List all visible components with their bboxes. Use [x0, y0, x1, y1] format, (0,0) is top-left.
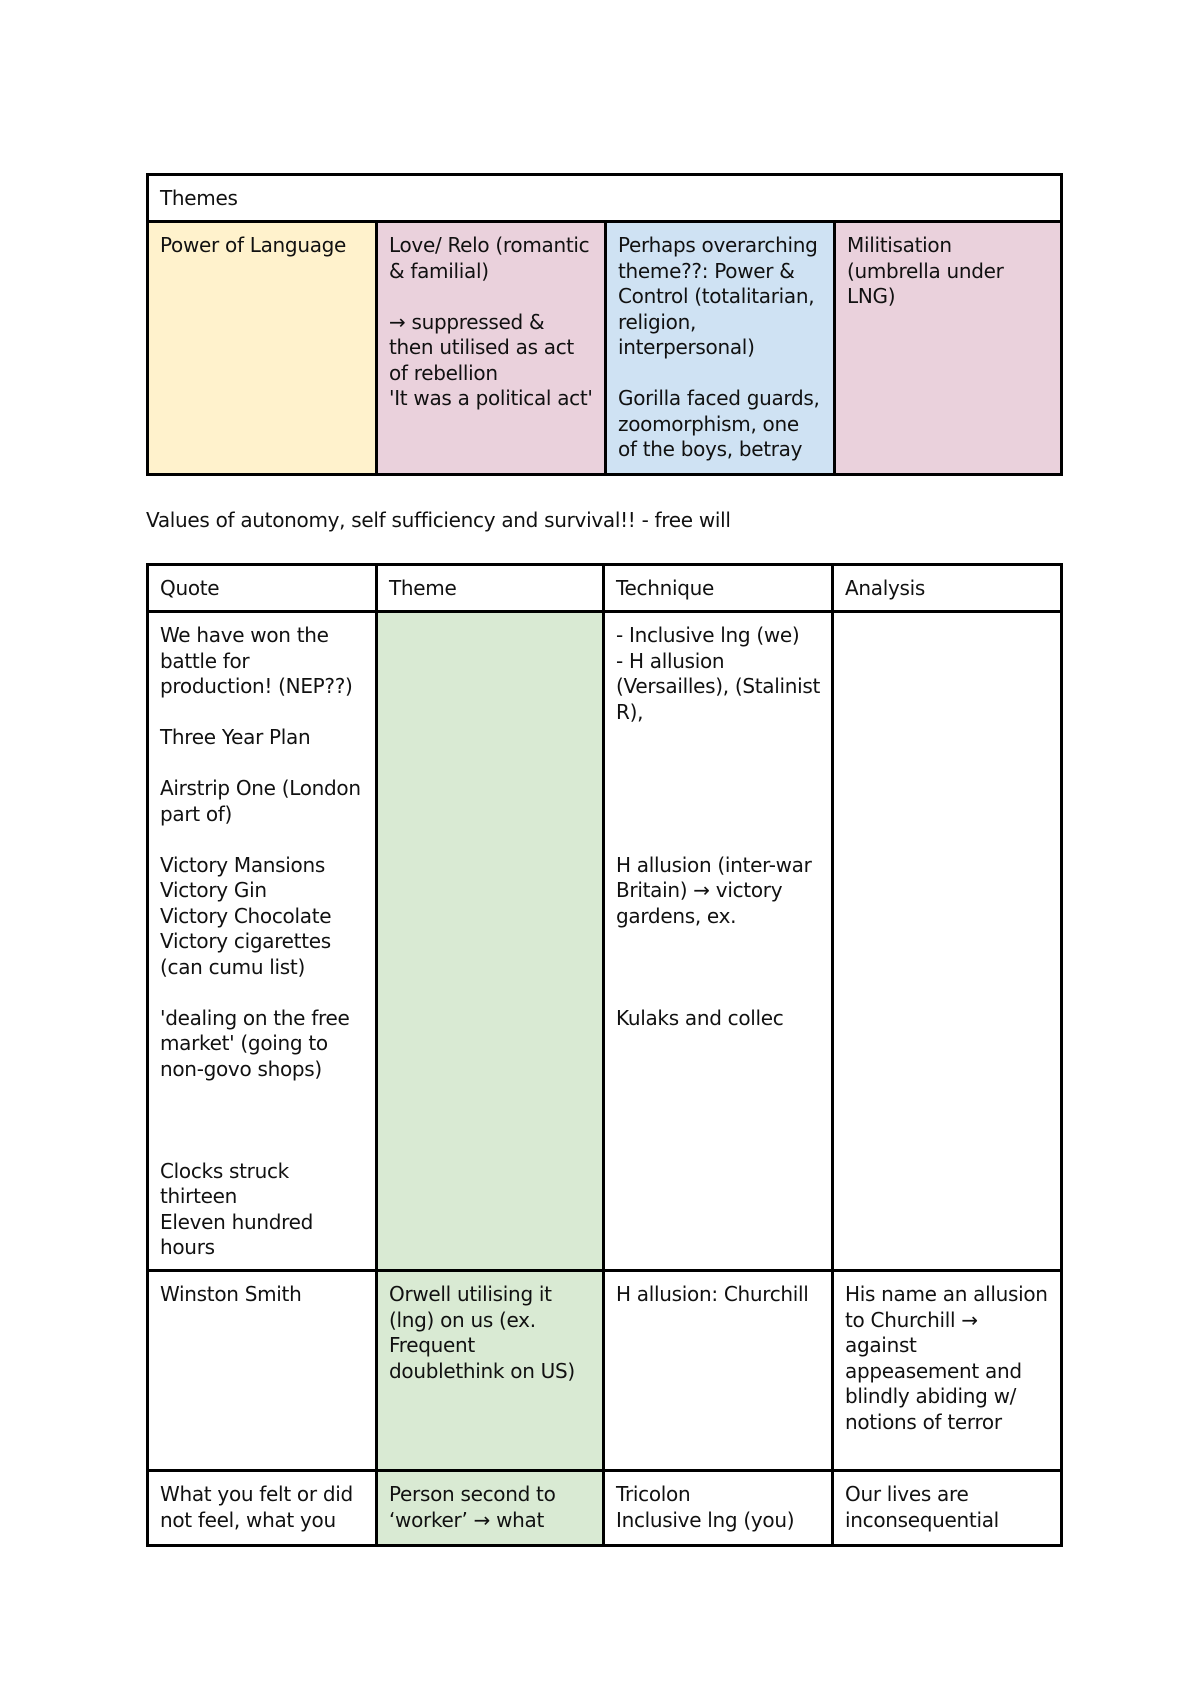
- quotes-table: [146, 563, 1063, 1547]
- table-row: [148, 1471, 1062, 1546]
- technique-cell: Tricolon Inclusive lng (you): [604, 1471, 833, 1546]
- table-row: [148, 1271, 1062, 1471]
- analysis-cell: [833, 612, 1062, 1271]
- theme-cell: Orwell utilising it (lng) on us (ex. Frequent doublethink on US): [377, 1271, 604, 1471]
- column-header-analysis: Analysis: [833, 565, 1062, 612]
- column-header-quote: Quote: [148, 565, 377, 612]
- theme-cell-power-control: Perhaps overarching theme??: Power & Control (totalitarian, religion, interpersonal) Gorilla faced guards, zoomorphism, one of the boys, betray: [606, 222, 835, 475]
- technique-cell: H allusion: Churchill: [604, 1271, 833, 1471]
- themes-table: [146, 173, 1063, 476]
- table-row: [148, 612, 1062, 1271]
- quote-cell: We have won the battle for production! (NEP??) Three Year Plan Airstrip One (London part of) Victory Mansions Victory Gin Victory Chocolate Victory cigarettes (can cumu list) 'dealing on the free market' (going to non-govo shops) Clocks struck thirteen Eleven hundred hours: [148, 612, 377, 1271]
- column-header-theme: Theme: [377, 565, 604, 612]
- analysis-cell: His name an allusion to Churchill → against appeasement and blindly abiding w/ notions of terror: [833, 1271, 1062, 1471]
- themes-header-cell: Themes: [148, 175, 1062, 222]
- theme-cell: [377, 612, 604, 1271]
- theme-cell-power-of-language: Power of Language: [148, 222, 377, 475]
- quotes-header-row: [148, 565, 1062, 612]
- quote-cell: Winston Smith: [148, 1271, 377, 1471]
- analysis-cell: Our lives are inconsequential: [833, 1471, 1062, 1546]
- themes-row: [148, 222, 1062, 475]
- theme-cell-militisation: Militisation (umbrella under LNG): [835, 222, 1062, 475]
- theme-cell: Person second to ‘worker’ → what: [377, 1471, 604, 1546]
- quote-cell: What you felt or did not feel, what you: [148, 1471, 377, 1546]
- technique-cell: - Inclusive lng (we) - H allusion (Versailles), (Stalinist R), H allusion (inter-war Britain) → victory gardens, ex. Kulaks and collec: [604, 612, 833, 1271]
- theme-cell-love-relo: Love/ Relo (romantic & familial) → suppressed & then utilised as act of rebellion 'It was a political act': [377, 222, 606, 475]
- values-paragraph: Values of autonomy, self sufficiency and survival!! - free will: [146, 508, 731, 532]
- column-header-technique: Technique: [604, 565, 833, 612]
- themes-header-row: [148, 175, 1062, 222]
